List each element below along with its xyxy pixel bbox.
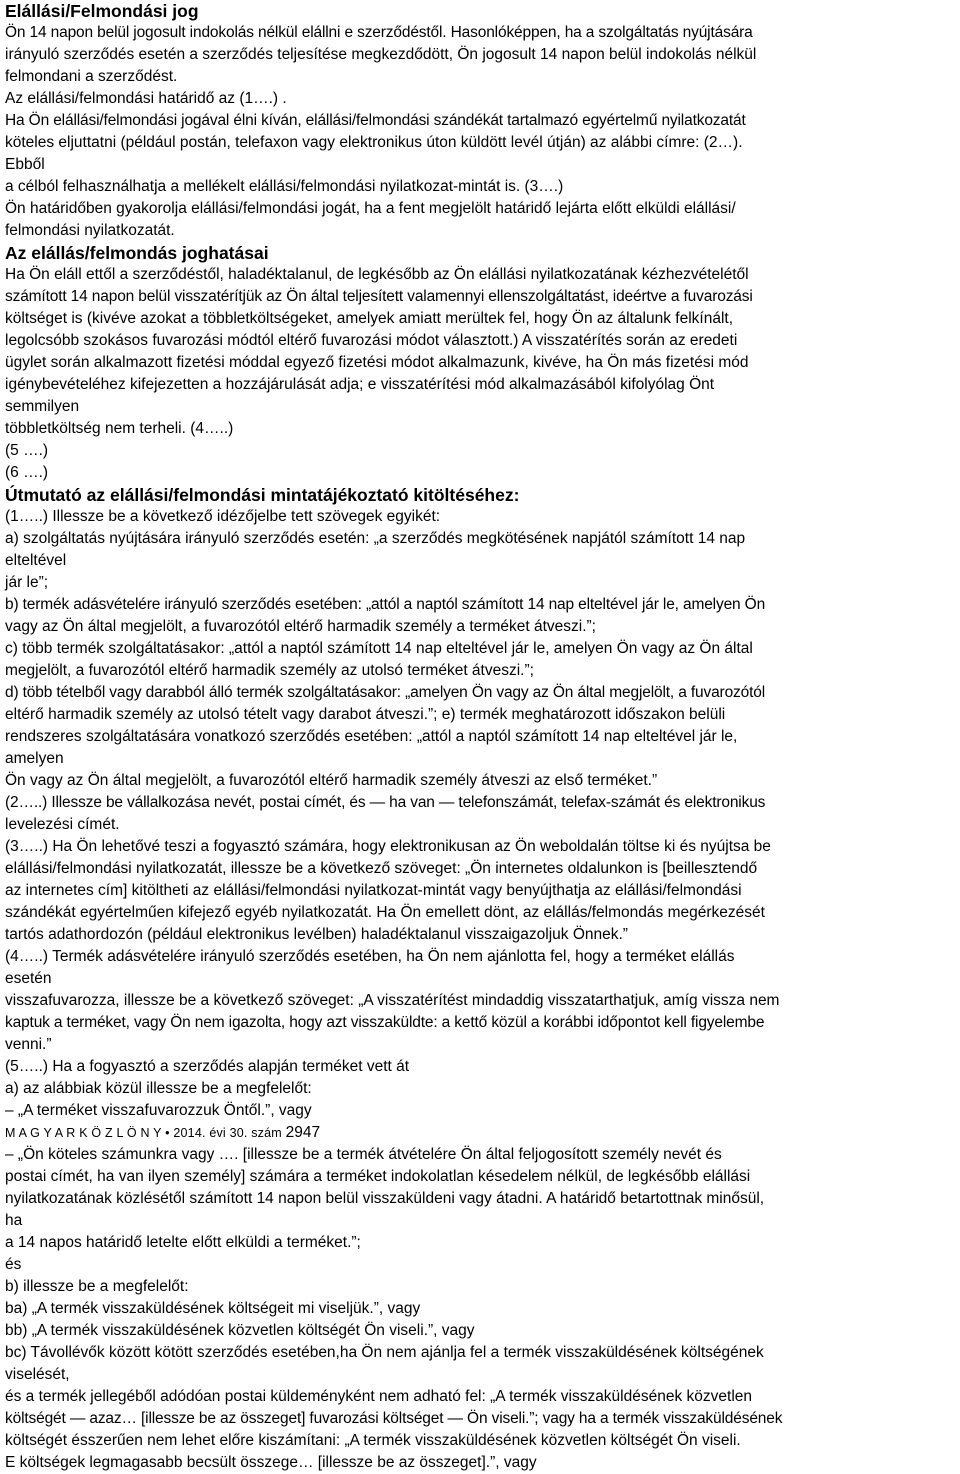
line-text: kaptuk a terméket, vagy Ön nem igazolta, hogy azt visszaküldte: a kettő közül a korábbi időpontot kell figyelembe	[5, 1014, 765, 1031]
text-line	[5, 572, 955, 594]
text-line	[5, 462, 955, 484]
line-text: (1…..) Illessze be a következő idézőjelbe tett szövegek egyikét:	[5, 508, 441, 525]
text-line	[5, 506, 955, 528]
text-line	[5, 1034, 955, 1056]
line-text: elállási/felmondási nyilatkozatát, illessze be a következő szöveget: „Ön internetes oldalunkon is [beillesztendő	[5, 860, 758, 877]
text-line	[5, 726, 955, 748]
text-line	[5, 330, 955, 352]
text-line	[5, 792, 955, 814]
text-line	[5, 1232, 955, 1254]
line-text: Az elállás/felmondás joghatásai	[5, 243, 269, 263]
text-line	[5, 1298, 955, 1320]
line-text: Ön határidőben gyakorolja elállási/felmondási jogát, ha a fent megjelölt határidő lejárta előtt elküldi elállási/	[5, 200, 736, 217]
line-text: irányuló szerződés esetén a szerződés teljesítése megkezdődött, Ön jogosult 14 napon belül indokolás nélkül	[5, 46, 757, 63]
line-text: a 14 napos határidő letelte előtt elküldi a terméket.”;	[5, 1234, 361, 1251]
line-text: nyilatkozatának közlésétől számított 14 napon belül visszaküldeni vagy átadni. A határidő betartottnak minősül,	[5, 1190, 765, 1207]
text-line	[5, 110, 955, 132]
text-line	[5, 924, 955, 946]
line-text: és	[5, 1256, 22, 1273]
line-text: venni.”	[5, 1036, 52, 1053]
text-line	[5, 1430, 955, 1452]
text-line	[5, 374, 955, 396]
line-text: d) több tételből vagy darabból álló termék szolgáltatásakor: „amelyen Ön vagy az Ön által megjelölt, a fuvarozótól	[5, 684, 766, 701]
text-line	[5, 1012, 955, 1034]
line-text: felmondani a szerződést.	[5, 68, 178, 85]
section-heading	[5, 484, 955, 506]
line-text: bc) Távollévők között kötött szerződés esetében,ha Ön nem ajánlja fel a termék visszaküldésének költségének	[5, 1344, 764, 1361]
text-line	[5, 748, 955, 770]
text-line	[5, 1452, 955, 1474]
line-text: (4…..) Termék adásvételére irányuló szerződés esetében, ha Ön nem ajánlotta fel, hogy a terméket elállás	[5, 948, 735, 965]
text-line	[5, 1276, 955, 1298]
document-page	[5, 0, 955, 1474]
line-text: (2…..) Illessze be vállalkozása nevét, postai címét, és — ha van — telefonszámát, telefax-számát és elektronikus	[5, 794, 766, 811]
text-line	[5, 1056, 955, 1078]
text-line	[5, 1188, 955, 1210]
text-line	[5, 66, 955, 88]
line-text: Ebből	[5, 156, 45, 173]
line-text: megjelölt, a fuvarozótól eltérő harmadik személy az utolsó terméket átveszi.”;	[5, 662, 534, 679]
line-text: Ön 14 napon belül jogosult indokolás nélkül elállni e szerződéstől. Hasonlóképpen, ha a szolgáltatás nyújtására	[5, 24, 753, 41]
text-line	[5, 1386, 955, 1408]
line-text: ha	[5, 1212, 23, 1229]
text-line	[5, 440, 955, 462]
text-line	[5, 418, 955, 440]
line-text: bb) „A termék visszaküldésének közvetlen költségét Ön viseli.”, vagy	[5, 1322, 475, 1339]
text-line	[5, 1210, 955, 1232]
text-line	[5, 550, 955, 572]
text-line	[5, 990, 955, 1012]
line-text: visszafuvarozza, illessze be a következő szöveget: „A visszatérítést mindaddig visszatarthatjuk, amíg vissza nem	[5, 992, 780, 1009]
line-text: eltérő harmadik személy az utolsó tételt vagy darabot átveszi.”; e) termék meghatározott időszakon belüli	[5, 706, 726, 723]
text-line	[5, 770, 955, 792]
text-line	[5, 1408, 955, 1430]
line-text: (3…..) Ha Ön lehetővé teszi a fogyasztó számára, hogy elektronikusan az Ön weboldalán töltse ki és nyújtsa be	[5, 838, 771, 855]
line-text: b) termék adásvételére irányuló szerződés esetében: „attól a naptól számított 14 nap elteltével jár le, amelyen Ön	[5, 596, 766, 613]
line-text: amelyen	[5, 750, 64, 767]
text-line	[5, 1100, 955, 1122]
line-text: számított 14 napon belül visszatérítjük az Ön által teljesített valamennyi ellenszolgáltatást, ideértve a fuvarozási	[5, 288, 753, 305]
text-line	[5, 616, 955, 638]
line-text: és a termék jellegéből adódóan postai küldeményként nem adható fel: „A termék visszaküldésének közvetlen	[5, 1388, 753, 1405]
line-text: – „A terméket visszafuvarozzuk Öntől.”, vagy	[5, 1102, 312, 1119]
line-text: b) illessze be a megfelelőt:	[5, 1278, 189, 1295]
text-line	[5, 594, 955, 616]
line-text: elteltével	[5, 552, 67, 569]
line-text: költségét ésszerűen nem lehet előre kiszámítani: „A termék visszaküldésének közvetlen költségét Ön viseli.	[5, 1432, 741, 1449]
line-text: szándékát egyértelműen kifejező egyéb nyilatkozatát. Ha Ön emellett dönt, az elállás/felmondás megérkezését	[5, 904, 765, 921]
line-text: felmondási nyilatkozatát.	[5, 222, 175, 239]
text-line	[5, 704, 955, 726]
text-line	[5, 44, 955, 66]
line-text: az internetes cím] kitöltheti az elállási/felmondási nyilatkozat-mintát vagy benyújthatja az elállási/felmondási	[5, 882, 742, 899]
text-line	[5, 286, 955, 308]
text-line	[5, 1320, 955, 1342]
line-text: (5 ….)	[5, 442, 49, 459]
text-line	[5, 528, 955, 550]
line-text: a) az alábbiak közül illessze be a megfelelőt:	[5, 1080, 312, 1097]
text-line	[5, 1364, 955, 1386]
line-text: (5…..) Ha a fogyasztó a szerződés alapján terméket vett át	[5, 1058, 410, 1075]
line-text: esetén	[5, 970, 52, 987]
section-heading	[5, 0, 955, 22]
line-text: rendszeres szolgáltatására vonatkozó szerződés esetében: „attól a naptól számított 14 nap elteltével jár le,	[5, 728, 738, 745]
line-text: (6 ….)	[5, 464, 49, 481]
text-line	[5, 264, 955, 286]
line-text: postai címét, ha van ilyen személy] számára a terméket indokolatlan késedelem nélkül, de legkésőbb elállási	[5, 1168, 751, 1185]
text-line	[5, 1342, 955, 1364]
line-text: Az elállási/felmondási határidő az (1….) .	[5, 90, 287, 107]
text-line	[5, 660, 955, 682]
line-text: semmilyen	[5, 398, 80, 415]
line-text: többletköltség nem terheli. (4…..)	[5, 420, 234, 437]
text-line	[5, 176, 955, 198]
text-line	[5, 880, 955, 902]
line-text: Ha Ön eláll ettől a szerződéstől, haladéktalanul, de legkésőbb az Ön elállási nyilatkozatának kézhezvételétől	[5, 266, 749, 283]
line-text: – „Ön köteles számunkra vagy …. [illessze be a termék átvételére Ön által feljogosított személy nevét és	[5, 1146, 722, 1163]
line-text: legolcsóbb szokásos fuvarozási módtól eltérő fuvarozási módot választott.) A visszatérítés során az eredeti	[5, 332, 738, 349]
line-text: költséget is (kivéve azokat a többletköltségeket, amelyek amiatt merültek fel, hogy Ön az általunk felkínált,	[5, 310, 734, 327]
text-line	[5, 88, 955, 110]
text-line	[5, 638, 955, 660]
text-line	[5, 814, 955, 836]
line-text: vagy az Ön által megjelölt, a fuvarozótól eltérő harmadik személy a terméket átveszi.”;	[5, 618, 596, 635]
text-line	[5, 154, 955, 176]
line-text: Ha Ön elállási/felmondási jogával élni kíván, elállási/felmondási szándékát tartalmazó egyértelmű nyilatkozatát	[5, 112, 746, 129]
line-text: ba) „A termék visszaküldésének költségeit mi viseljük.”, vagy	[5, 1300, 421, 1317]
line-text: Elállási/Felmondási jog	[5, 1, 199, 21]
section-heading	[5, 242, 955, 264]
line-text: Útmutató az elállási/felmondási mintatájékoztató kitöltéséhez:	[5, 485, 520, 505]
line-text: köteles eljuttatni (például postán, telefaxon vagy elektronikus úton küldött levél útján) az alábbi címre: (2…).	[5, 134, 743, 151]
page-number: 2947	[285, 1124, 321, 1141]
text-line	[5, 902, 955, 924]
line-text: a) szolgáltatás nyújtására irányuló szerződés esetén: „a szerződés megkötésének napjától számított 14 nap	[5, 530, 746, 547]
text-line	[5, 1254, 955, 1276]
line-text: jár le”;	[5, 574, 49, 591]
text-line	[5, 22, 955, 44]
text-line	[5, 396, 955, 418]
line-text: a célból felhasználhatja a mellékelt elállási/felmondási nyilatkozat-mintát is. (3….)	[5, 178, 564, 195]
line-text: viselését,	[5, 1366, 70, 1383]
line-text: levelezési címét.	[5, 816, 120, 833]
line-text: igénybevételéhez kifejezetten a hozzájárulását adja; e visszatérítési mód alkalmazásából kifolyólag Önt	[5, 376, 715, 393]
text-line	[5, 836, 955, 858]
page-header-line	[5, 1122, 955, 1144]
line-text: költségét — azaz… [illessze be az összeget] fuvarozási költséget — Ön viseli.”; vagy ha a termék visszaküldésének	[5, 1410, 783, 1427]
text-line	[5, 352, 955, 374]
text-line	[5, 1078, 955, 1100]
line-text: E költségek legmagasabb becsült összege… [illessze be az összeget].”, vagy	[5, 1454, 537, 1471]
line-text: M A G Y A R K Ö Z L Ö N Y • 2014. évi 30. szám	[5, 1126, 282, 1140]
line-text: c) több termék szolgáltatásakor: „attól a naptól számított 14 nap elteltével jár le, amelyen Ön vagy az Ön által	[5, 640, 753, 657]
text-line	[5, 682, 955, 704]
text-line	[5, 858, 955, 880]
text-line	[5, 308, 955, 330]
line-text: Ön vagy az Ön által megjelölt, a fuvarozótól eltérő harmadik személy átveszi az első terméket.”	[5, 772, 658, 789]
text-line	[5, 132, 955, 154]
text-line	[5, 1144, 955, 1166]
text-line	[5, 946, 955, 968]
line-text: tartós adathordozón (például elektronikus levélben) haladéktalanul visszaigazoljuk Önnek.”	[5, 926, 628, 943]
text-line	[5, 220, 955, 242]
text-line	[5, 1166, 955, 1188]
text-line	[5, 198, 955, 220]
text-line	[5, 968, 955, 990]
line-text: ügylet során alkalmazott fizetési móddal egyező fizetési módot alkalmazunk, kivéve, ha Ön más fizetési mód	[5, 354, 749, 371]
